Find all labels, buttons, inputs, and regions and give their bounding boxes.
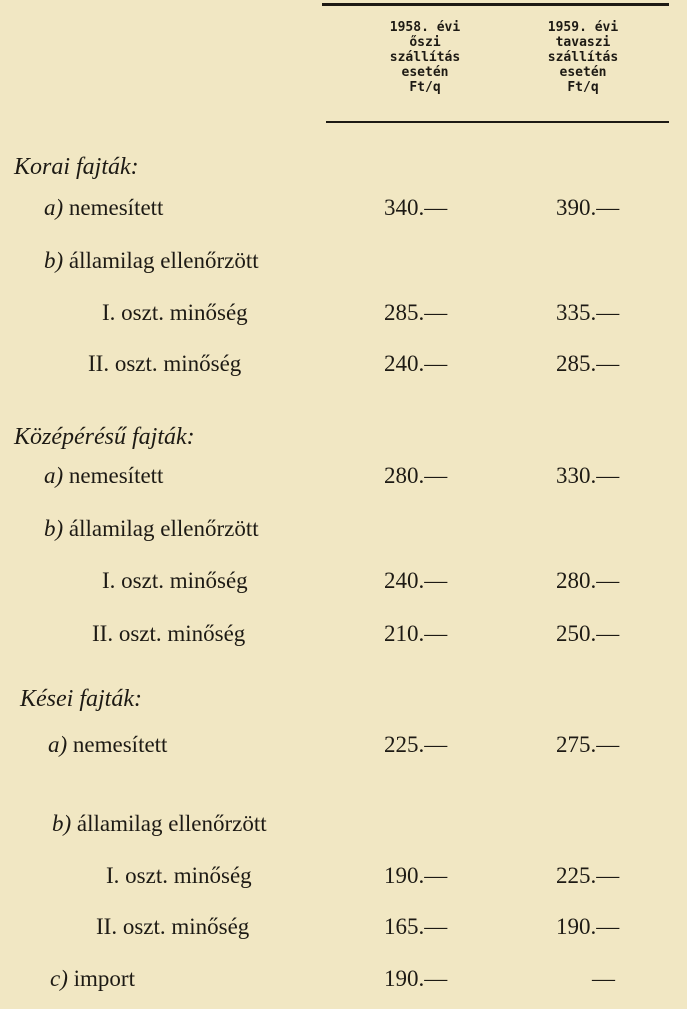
value-1959: 275.—	[556, 732, 620, 757]
value-1959: 335.—	[556, 300, 620, 325]
value-1959: 285.—	[556, 351, 620, 376]
table-row	[0, 298, 687, 334]
value-1958: 190.—	[384, 966, 448, 991]
header-line: 1958. évi	[389, 20, 461, 35]
table-row	[0, 461, 687, 497]
row-text: nemesített	[72, 732, 168, 757]
row-label: I. oszt. minőség	[102, 300, 248, 325]
header-line: 1959. évi	[547, 20, 619, 35]
row-label	[50, 964, 135, 994]
group-row	[0, 422, 687, 458]
header-line: Ft/q	[567, 80, 599, 95]
table-row	[0, 349, 687, 385]
row-label: I. oszt. minőség	[102, 568, 248, 593]
table-row	[0, 566, 687, 602]
row-text: államilag ellenőrzött	[68, 248, 259, 273]
value-1958: 240.—	[384, 351, 448, 376]
header-line: tavaszi	[555, 35, 611, 50]
row-label: II. oszt. minőség	[88, 351, 242, 376]
table-row	[0, 193, 687, 229]
row-letter: a)	[48, 732, 68, 757]
value-1958: 280.—	[384, 463, 448, 488]
group-label: Kései fajták:	[20, 686, 142, 712]
top-rule	[322, 3, 669, 6]
row-label	[44, 193, 163, 223]
row-letter: c)	[50, 966, 68, 991]
value-1958: 190.—	[384, 863, 448, 888]
table-row	[0, 964, 687, 1000]
table-row	[0, 514, 687, 550]
row-label: II. oszt. minőség	[92, 621, 246, 646]
row-label: I. oszt. minőség	[106, 863, 252, 888]
column-header-1958	[350, 20, 500, 95]
group-label: Korai fajták:	[14, 154, 139, 180]
value-1958: 225.—	[384, 732, 448, 757]
row-letter: a)	[44, 195, 64, 220]
value-1959: 390.—	[556, 195, 620, 220]
table-row	[0, 861, 687, 897]
row-label: II. oszt. minőség	[96, 914, 250, 939]
row-letter: a)	[44, 463, 64, 488]
row-label	[48, 730, 167, 760]
row-label	[52, 809, 267, 839]
value-1958: 285.—	[384, 300, 448, 325]
header-line: őszi	[409, 35, 441, 50]
value-1959: 250.—	[556, 621, 620, 646]
value-1958: 340.—	[384, 195, 448, 220]
value-1959: 330.—	[556, 463, 620, 488]
value-1959: 280.—	[556, 568, 620, 593]
row-letter: b)	[52, 811, 72, 836]
value-1958: 165.—	[384, 914, 448, 939]
row-letter: b)	[44, 516, 64, 541]
header-line: esetén	[401, 65, 449, 80]
value-1959: —	[592, 966, 615, 991]
row-letter: b)	[44, 248, 64, 273]
row-text: nemesített	[68, 463, 164, 488]
value-1958: 210.—	[384, 621, 448, 646]
table-row	[0, 730, 687, 766]
value-1959: 190.—	[556, 914, 620, 939]
row-text: államilag ellenőrzött	[76, 811, 267, 836]
value-1958: 240.—	[384, 568, 448, 593]
header-line: szállítás	[389, 50, 461, 65]
table-row	[0, 809, 687, 845]
row-label	[44, 246, 259, 276]
header-bottom-rule	[326, 121, 669, 123]
row-text: államilag ellenőrzött	[68, 516, 259, 541]
table-row	[0, 246, 687, 282]
header-line: esetén	[559, 65, 607, 80]
header-line: szállítás	[547, 50, 619, 65]
group-row	[0, 684, 687, 720]
row-text: nemesített	[68, 195, 164, 220]
table-row	[0, 619, 687, 655]
row-text: import	[73, 966, 135, 991]
row-label	[44, 514, 259, 544]
row-label	[44, 461, 163, 491]
table-row	[0, 912, 687, 948]
column-header-1959	[508, 20, 658, 95]
group-label: Középérésű fajták:	[14, 424, 195, 450]
header-line: Ft/q	[409, 80, 441, 95]
value-1959: 225.—	[556, 863, 620, 888]
group-row	[0, 152, 687, 188]
